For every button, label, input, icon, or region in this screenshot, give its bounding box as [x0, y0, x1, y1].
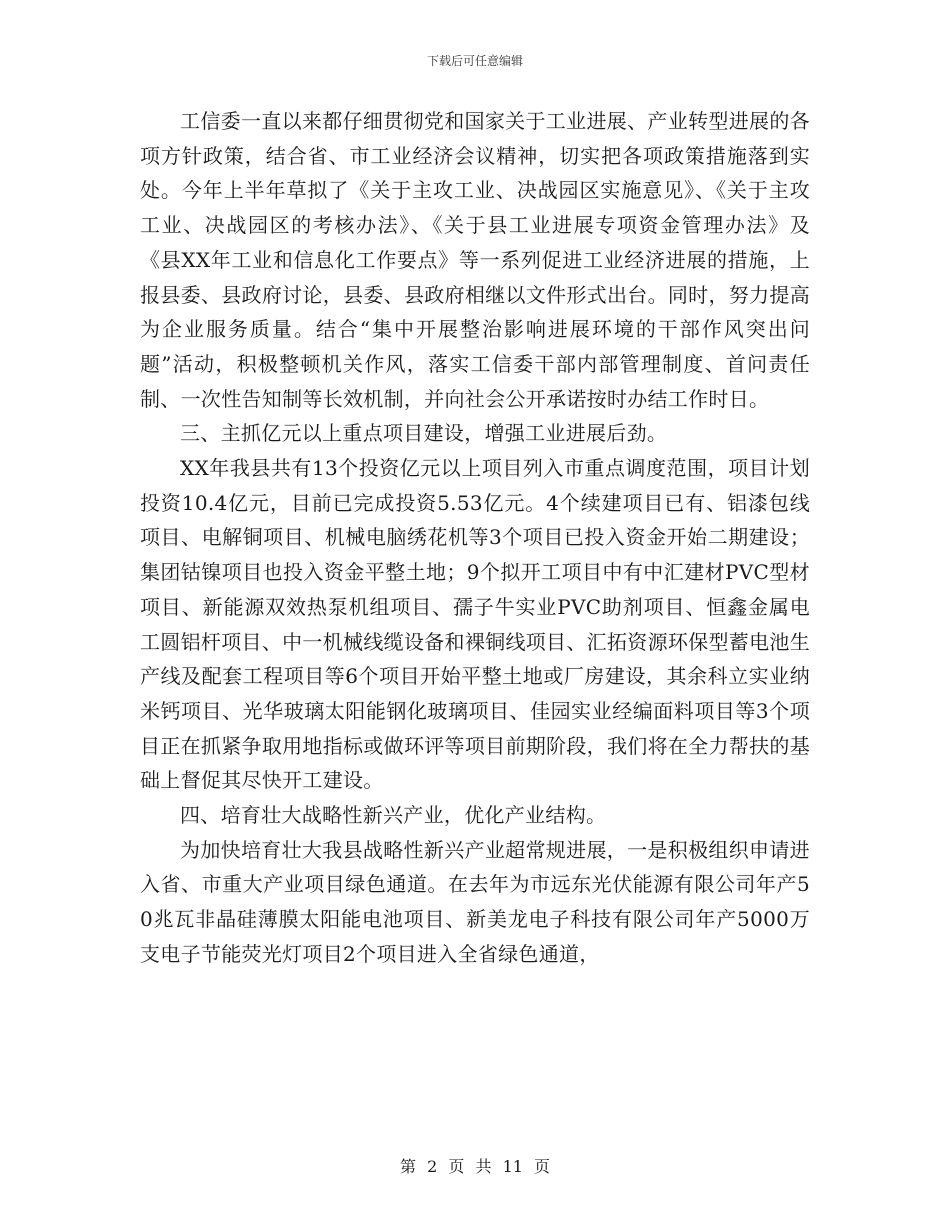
- section-heading: 四、培育壮大战略性新兴产业，优化产业结构。: [180, 803, 607, 828]
- page-header-note: 下载后可任意编辑: [426, 54, 523, 68]
- page-number-footer: [0, 1154, 950, 1177]
- section-heading: 三、主抓亿元以上重点项目建设，增强工业进展后劲。: [180, 421, 668, 446]
- footer-label-total: 共: [475, 1157, 492, 1176]
- body-paragraph: 工信委一直以来都仔细贯彻党和国家关于工业进展、产业转型进展的各项方针政策，结合省、市工业经济会议精神，切实把各项政策措施落到实处。今年上半年草拟了《关于主攻工业、决战园区实施意见》、《关于主攻工业、决战园区的考核办法》、《关于县工业进展专项资金管理办法》及《县XX年工业和信息化工作要点》等一系列促进工业经济进展的措施，上报县委、县政府讨论，县委、县政府相继以文件形式出台。同时，努力提高为企业服务质量。结合“集中开展整治影响进展环境的干部作风突出问题”活动，积极整顿机关作风，落实工信委干部内部管理制度、首问责任制、一次性告知制等长效机制，并向社会公开承诺按时办结工作时日。: [140, 109, 810, 411]
- footer-label-page: 第: [399, 1157, 416, 1176]
- document-body: [140, 104, 810, 972]
- footer-label-page-unit: 页: [448, 1157, 465, 1176]
- footer-current-page: 2: [427, 1157, 438, 1176]
- footer-total-pages: 11: [502, 1157, 523, 1176]
- footer-label-total-unit: 页: [534, 1157, 551, 1176]
- body-paragraph: XX年我县共有13个投资亿元以上项目列入市重点调度范围，项目计划投资10.4亿元，目前已完成投资5.53亿元。4个续建项目已有、铝漆包线项目、电解铜项目、机械电脑绣花机等3个项目已投入资金开始二期建设；集团钴镍项目也投入资金平整土地；9个拟开工项目中有中汇建材PVC型材项目、新能源双效热泵机组项目、孺子牛实业PVC助剂项目、恒鑫金属电工圆铝杆项目、中一机械线缆设备和裸铜线项目、汇拓资源环保型蓄电池生产线及配套工程项目等6个项目开始平整土地或厂房建设，其余科立实业纳米钙项目、光华玻璃太阳能钢化玻璃项目、佳园实业经编面料项目等3个项目正在抓紧争取用地指标或做环评等项目前期阶段，我们将在全力帮扶的基础上督促其尽快开工建设。: [140, 456, 810, 793]
- body-paragraph: 为加快培育壮大我县战略性新兴产业超常规进展，一是积极组织申请进入省、市重大产业项目绿色通道。在去年为市远东光伏能源有限公司年产50兆瓦非晶硅薄膜太阳能电池项目、新美龙电子科技有限公司年产5000万支电子节能荧光灯项目2个项目进入全省绿色通道，: [140, 837, 810, 966]
